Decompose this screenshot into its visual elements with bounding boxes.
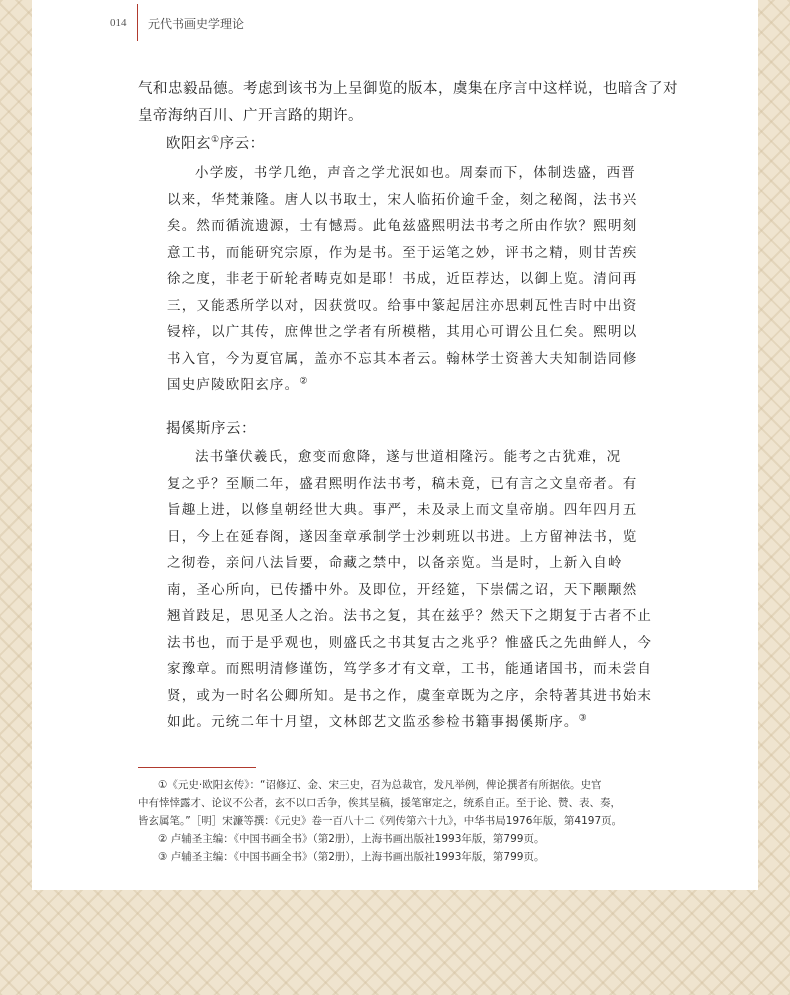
quote-line: 锓梓，以广其传，庶俾世之学者有所模楷，其用心可谓公且仁矣。熙明以: [167, 324, 638, 340]
quote-line: 国史庐陵欧阳玄序。: [167, 377, 300, 393]
text-line: 皇帝海纳百川、广开言路的期许。: [138, 108, 363, 124]
quote-line: 书入官，今为夏官属，盖亦不忘其本者云。翰林学士资善大夫知制诰同修: [167, 350, 638, 367]
quote-line: 之彻卷，亲问八法旨要，命藏之禁中，以备亲览。当是时，上新入自岭: [167, 555, 623, 571]
footnote-1-line: ①《元史·欧阳玄传》：“诏修辽、金、宋三史，召为总裁官，发凡举例，俾论撰者有所据依。史官: [158, 779, 602, 791]
footnote-2: ② 卢辅圣主编：《中国书画全书》（第2册），上海书画出版社1993年版，第799页。: [158, 833, 545, 845]
footnote-divider: [138, 767, 256, 768]
quote-line: 复之乎？至顺二年，盛君熙明作法书考，稿未竟，已有言之文皇帝者。有: [167, 475, 638, 492]
jie-quote: [167, 444, 653, 736]
paragraph-continuation: [138, 76, 678, 130]
quote-line: 法书肇伏羲氏，愈变而愈降，遂与世道相隆污。能考之古犹难，况: [195, 449, 622, 465]
quote-line: 家豫章。而熙明清修谨饬，笃学多才有文章，工书，能通诸国书，而未尝自: [167, 661, 653, 677]
quote-line: 三，又能悉所学以对，因获赏叹。给事中篆起居注亦思剌瓦性吉时中出资: [167, 297, 638, 314]
footnote-3: ③ 卢辅圣主编：《中国书画全书》（第2册），上海书画出版社1993年版，第799页。: [158, 851, 545, 863]
quote-line: 如此。元统二年十月望，文林郎艺文监丞参检书籍事揭傒斯序。: [167, 714, 579, 730]
page-number: 014: [110, 17, 127, 29]
footnote-mark[interactable]: ③: [578, 713, 588, 724]
quote-line: 小学废，书学几绝，声音之学尤泯如也。周秦而下，体制迭盛，西晋: [195, 165, 636, 181]
footnote-mark[interactable]: ①: [211, 135, 220, 146]
footnotes: [138, 776, 648, 866]
book-page: [32, 0, 758, 890]
quote-line: 徐之度，非老于斫轮者畴克如是耶！书成，近臣荐达，以御上览。清问再: [167, 271, 638, 287]
footnote-1-line: 中有悻悻露才、论议不公者，玄不以口舌争，俟其呈稿，援笔窜定之，统系自正。至于论、赞、表、奏，: [138, 797, 621, 809]
intro-tail: 序云：: [219, 136, 265, 152]
quote-line: 日，今上在延春阁，遂因奎章承制学士沙剌班以书进。上方留神法书，览: [167, 528, 638, 545]
quote-line: 旨趣上进，以修皇朝经世大典。事严，未及录上而文皇帝崩。四年四月五: [167, 502, 638, 518]
ouyang-intro: [166, 131, 676, 158]
footnote-mark[interactable]: ②: [299, 376, 309, 387]
page-header: [32, 0, 758, 42]
footnote-1-line: 皆玄属笔。”［明］宋濂等撰：《元史》卷一百八十二《列传第六十九》，中华书局1976年版，第4197页。: [138, 815, 623, 827]
running-title: 元代书画史学理论: [148, 17, 245, 31]
quote-line: 意工书，而能研究宗原，作为是书。至于运笔之妙，评书之精，则甘苦疾: [167, 244, 638, 261]
quote-line: 矣。然而循流遗源，士有憾焉。此龟兹盛熙明法书考之所由作欤？熙明刻: [167, 218, 638, 234]
text-line: 气和忠毅品德。考虑到该书为上呈御览的版本，虞集在序言中这样说，也暗含了对: [138, 81, 678, 97]
header-divider: [137, 4, 138, 41]
quote-line: 贤，或为一时名公卿所知。是书之作，虞奎章既为之序，余特著其进书始末: [167, 687, 653, 704]
ouyang-quote: [167, 160, 638, 399]
quote-line: 翘首跂足，思见圣人之治。法书之复，其在兹乎？然天下之期复于古者不止: [167, 608, 653, 624]
intro-author: 欧阳玄: [166, 136, 211, 152]
quote-line: 以来，华梵兼隆。唐人以书取士，宋人临拓价逾千金，刻之秘阁，法书兴: [167, 191, 638, 208]
jie-intro: 揭傒斯序云：: [166, 421, 256, 437]
quote-line: 法书也，而于是乎观也，则盛氏之书其复古之兆乎？惟盛氏之先曲鲜人，今: [167, 634, 653, 651]
quote-line: 南，圣心所向，已传播中外。及即位，开经筵，下崇儒之诏，天下颙颙然: [167, 581, 638, 598]
